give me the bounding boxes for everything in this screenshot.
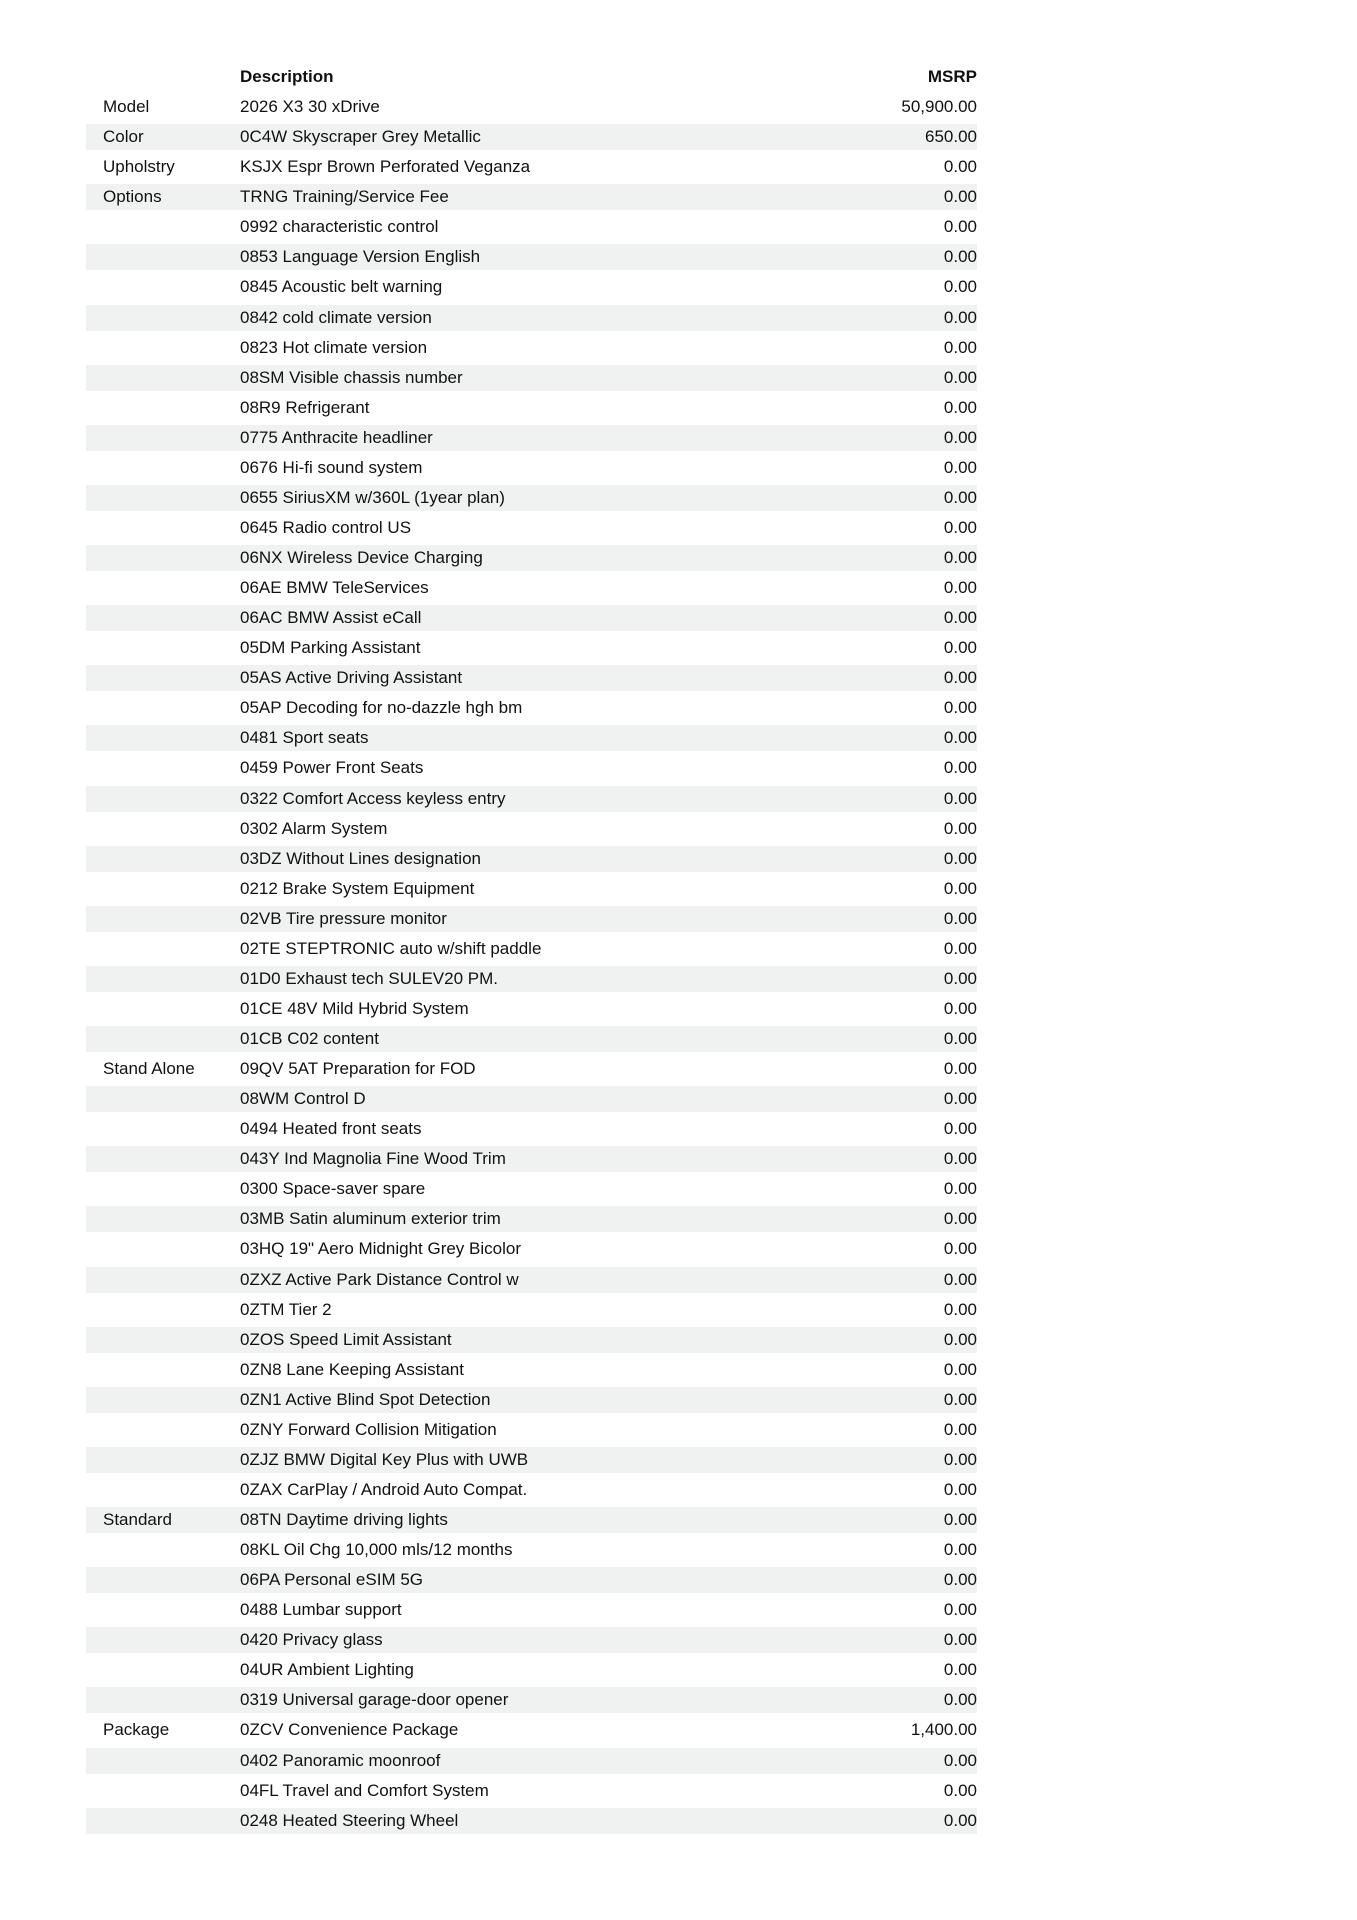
msrp-cell: 0.00: [943, 938, 977, 958]
table-row: [86, 874, 1267, 904]
table-row: [86, 1625, 1267, 1655]
table-row: [86, 723, 1267, 753]
category-cell: Model: [103, 97, 150, 117]
msrp-cell: 0.00: [943, 1419, 977, 1439]
table-row: [86, 453, 1267, 483]
table-row: [86, 1776, 1267, 1806]
description-cell: 06AC BMW Assist eCall: [240, 608, 422, 628]
table-body: [86, 92, 1267, 1836]
description-cell: 01D0 Exhaust tech SULEV20 PM.: [240, 968, 498, 988]
description-cell: 06PA Personal eSIM 5G: [240, 1570, 424, 1590]
description-cell: 0402 Panoramic moonroof: [240, 1750, 441, 1770]
msrp-cell: 0.00: [943, 1540, 977, 1560]
table-row: [86, 1325, 1267, 1355]
msrp-cell: 650.00: [925, 127, 977, 147]
msrp-cell: 0.00: [943, 247, 977, 267]
msrp-cell: 0.00: [943, 1810, 977, 1830]
description-cell: 0322 Comfort Access keyless entry: [240, 788, 506, 808]
description-cell: 0842 cold climate version: [240, 307, 432, 327]
description-cell: 0420 Privacy glass: [240, 1630, 383, 1650]
msrp-cell: 0.00: [943, 1359, 977, 1379]
category-cell: Standard: [103, 1510, 172, 1530]
description-cell: 0ZAX CarPlay / Android Auto Compat.: [240, 1479, 528, 1499]
msrp-cell: 0.00: [943, 878, 977, 898]
msrp-cell: 0.00: [943, 1780, 977, 1800]
msrp-cell: 0.00: [943, 1239, 977, 1259]
table-row: [86, 182, 1267, 212]
msrp-cell: 0.00: [943, 517, 977, 537]
msrp-cell: 50,900.00: [901, 97, 977, 117]
msrp-cell: 0.00: [943, 638, 977, 658]
table-row: [86, 122, 1267, 152]
table-row: [86, 1295, 1267, 1325]
msrp-cell: 0.00: [943, 397, 977, 417]
msrp-cell: 0.00: [943, 337, 977, 357]
msrp-cell: 0.00: [943, 1059, 977, 1079]
msrp-cell: 0.00: [943, 578, 977, 598]
table-row: [86, 1505, 1267, 1535]
table-row: [86, 994, 1267, 1024]
msrp-cell: 0.00: [943, 1329, 977, 1349]
description-cell: 0212 Brake System Equipment: [240, 878, 475, 898]
category-cell: Upholstry: [103, 157, 175, 177]
table-row: [86, 693, 1267, 723]
table-row: [86, 1265, 1267, 1295]
msrp-cell: 0.00: [943, 1630, 977, 1650]
description-cell: 0ZNY Forward Collision Mitigation: [240, 1419, 497, 1439]
msrp-cell: 0.00: [943, 1089, 977, 1109]
table-row: [86, 1655, 1267, 1685]
description-cell: 03DZ Without Lines designation: [240, 848, 481, 868]
table-row: [86, 1054, 1267, 1084]
description-cell: 0ZCV Convenience Package: [240, 1720, 459, 1740]
table-row: [86, 1234, 1267, 1264]
table-row: [86, 152, 1267, 182]
msrp-cell: 0.00: [943, 1209, 977, 1229]
description-cell: 0775 Anthracite headliner: [240, 427, 433, 447]
msrp-cell: 0.00: [943, 1570, 977, 1590]
table-row: [86, 844, 1267, 874]
table-row: [86, 784, 1267, 814]
description-cell: 08SM Visible chassis number: [240, 367, 463, 387]
msrp-cell: 0.00: [943, 1510, 977, 1530]
table-row: [86, 1445, 1267, 1475]
description-cell: 08WM Control D: [240, 1089, 366, 1109]
table-row: [86, 1565, 1267, 1595]
description-cell: 04UR Ambient Lighting: [240, 1660, 414, 1680]
msrp-cell: 0.00: [943, 1690, 977, 1710]
description-cell: 0302 Alarm System: [240, 818, 388, 838]
msrp-cell: 0.00: [943, 157, 977, 177]
description-cell: 08KL Oil Chg 10,000 mls/12 months: [240, 1540, 513, 1560]
table-row: [86, 272, 1267, 302]
description-cell: 0C4W Skyscraper Grey Metallic: [240, 127, 481, 147]
table-row: [86, 1595, 1267, 1625]
msrp-header: MSRP: [927, 67, 977, 87]
description-cell: 01CE 48V Mild Hybrid System: [240, 998, 469, 1018]
description-cell: 0655 SiriusXM w/360L (1year plan): [240, 487, 505, 507]
msrp-cell: 0.00: [943, 1600, 977, 1620]
description-cell: TRNG Training/Service Fee: [240, 187, 449, 207]
description-cell: 0645 Radio control US: [240, 517, 412, 537]
msrp-cell: 0.00: [943, 788, 977, 808]
description-cell: 02VB Tire pressure monitor: [240, 908, 447, 928]
table-row: [86, 1024, 1267, 1054]
table-row: [86, 333, 1267, 363]
table-row: [86, 543, 1267, 573]
table-row: [86, 1475, 1267, 1505]
table-row: [86, 1144, 1267, 1174]
category-cell: Options: [103, 187, 162, 207]
msrp-cell: 0.00: [943, 1179, 977, 1199]
table-row: [86, 92, 1267, 122]
table-row: [86, 303, 1267, 333]
description-cell: 04FL Travel and Comfort System: [240, 1780, 489, 1800]
msrp-cell: 0.00: [943, 427, 977, 447]
table-row: [86, 663, 1267, 693]
table-row: [86, 1806, 1267, 1836]
table-row: [86, 363, 1267, 393]
description-cell: 0676 Hi-fi sound system: [240, 457, 423, 477]
msrp-cell: 0.00: [943, 217, 977, 237]
description-cell: 03HQ 19" Aero Midnight Grey Bicolor: [240, 1239, 521, 1259]
msrp-cell: 1,400.00: [910, 1720, 977, 1740]
description-cell: 0823 Hot climate version: [240, 337, 428, 357]
category-cell: Stand Alone: [103, 1059, 195, 1079]
table-row: [86, 1715, 1267, 1745]
description-cell: 03MB Satin aluminum exterior trim: [240, 1209, 501, 1229]
msrp-cell: 0.00: [943, 608, 977, 628]
description-cell: 0248 Heated Steering Wheel: [240, 1810, 459, 1830]
table-row: [86, 1355, 1267, 1385]
table-row: [86, 1204, 1267, 1234]
msrp-cell: 0.00: [943, 998, 977, 1018]
msrp-cell: 0.00: [943, 908, 977, 928]
description-cell: 0481 Sport seats: [240, 728, 369, 748]
table-row: [86, 964, 1267, 994]
msrp-cell: 0.00: [943, 818, 977, 838]
description-cell: 043Y Ind Magnolia Fine Wood Trim: [240, 1149, 506, 1169]
description-cell: 0ZOS Speed Limit Assistant: [240, 1329, 452, 1349]
description-cell: 0459 Power Front Seats: [240, 758, 424, 778]
description-cell: 0ZXZ Active Park Distance Control w: [240, 1269, 519, 1289]
description-cell: 0ZJZ BMW Digital Key Plus with UWB: [240, 1449, 529, 1469]
table-row: [86, 1174, 1267, 1204]
description-cell: 0319 Universal garage-door opener: [240, 1690, 509, 1710]
msrp-cell: 0.00: [943, 307, 977, 327]
description-cell: 0300 Space-saver spare: [240, 1179, 426, 1199]
table-row: [86, 483, 1267, 513]
description-cell: 0488 Lumbar support: [240, 1600, 402, 1620]
table-row: [86, 242, 1267, 272]
table-row: [86, 603, 1267, 633]
msrp-cell: 0.00: [943, 277, 977, 297]
description-header: Description: [240, 67, 334, 87]
description-cell: 06AE BMW TeleServices: [240, 578, 429, 598]
msrp-cell: 0.00: [943, 548, 977, 568]
msrp-cell: 0.00: [943, 457, 977, 477]
msrp-cell: 0.00: [943, 1299, 977, 1319]
description-cell: 09QV 5AT Preparation for FOD: [240, 1059, 476, 1079]
description-cell: 01CB C02 content: [240, 1029, 379, 1049]
msrp-cell: 0.00: [943, 848, 977, 868]
table-row: [86, 1415, 1267, 1445]
table-row: [86, 393, 1267, 423]
description-cell: 05AS Active Driving Assistant: [240, 668, 463, 688]
description-cell: 02TE STEPTRONIC auto w/shift paddle: [240, 938, 542, 958]
msrp-cell: 0.00: [943, 968, 977, 988]
table-row: [86, 212, 1267, 242]
msrp-cell: 0.00: [943, 1029, 977, 1049]
table-row: [86, 1385, 1267, 1415]
description-cell: KSJX Espr Brown Perforated Veganza: [240, 157, 531, 177]
pricing-table: [86, 62, 1267, 1836]
table-row: [86, 904, 1267, 934]
description-cell: 0ZN1 Active Blind Spot Detection: [240, 1389, 491, 1409]
table-row: [86, 1114, 1267, 1144]
description-cell: 0ZTM Tier 2: [240, 1299, 332, 1319]
msrp-cell: 0.00: [943, 1449, 977, 1469]
description-cell: 2026 X3 30 xDrive: [240, 97, 380, 117]
msrp-cell: 0.00: [943, 1750, 977, 1770]
category-cell: Package: [103, 1720, 170, 1740]
msrp-cell: 0.00: [943, 487, 977, 507]
table-row: [86, 1084, 1267, 1114]
description-cell: 06NX Wireless Device Charging: [240, 548, 483, 568]
msrp-cell: 0.00: [943, 187, 977, 207]
msrp-cell: 0.00: [943, 1389, 977, 1409]
msrp-cell: 0.00: [943, 728, 977, 748]
msrp-cell: 0.00: [943, 698, 977, 718]
msrp-cell: 0.00: [943, 1149, 977, 1169]
table-row: [86, 633, 1267, 663]
table-row: [86, 1746, 1267, 1776]
table-row: [86, 814, 1267, 844]
table-row: [86, 753, 1267, 783]
description-cell: 0ZN8 Lane Keeping Assistant: [240, 1359, 464, 1379]
table-row: [86, 513, 1267, 543]
table-row: [86, 934, 1267, 964]
msrp-cell: 0.00: [943, 367, 977, 387]
description-cell: 05AP Decoding for no-dazzle hgh bm: [240, 698, 523, 718]
description-cell: 08TN Daytime driving lights: [240, 1510, 448, 1530]
description-cell: 05DM Parking Assistant: [240, 638, 421, 658]
description-cell: 0845 Acoustic belt warning: [240, 277, 443, 297]
msrp-cell: 0.00: [943, 1479, 977, 1499]
description-cell: 08R9 Refrigerant: [240, 397, 370, 417]
msrp-cell: 0.00: [943, 1119, 977, 1139]
description-cell: 0992 characteristic control: [240, 217, 439, 237]
msrp-cell: 0.00: [943, 1660, 977, 1680]
table-row: [86, 1535, 1267, 1565]
msrp-cell: 0.00: [943, 758, 977, 778]
table-row: [86, 573, 1267, 603]
table-row: [86, 423, 1267, 453]
description-cell: 0853 Language Version English: [240, 247, 481, 267]
msrp-cell: 0.00: [943, 668, 977, 688]
table-header-row: [86, 62, 1267, 92]
table-row: [86, 1685, 1267, 1715]
category-cell: Color: [103, 127, 144, 147]
msrp-cell: 0.00: [943, 1269, 977, 1289]
description-cell: 0494 Heated front seats: [240, 1119, 422, 1139]
